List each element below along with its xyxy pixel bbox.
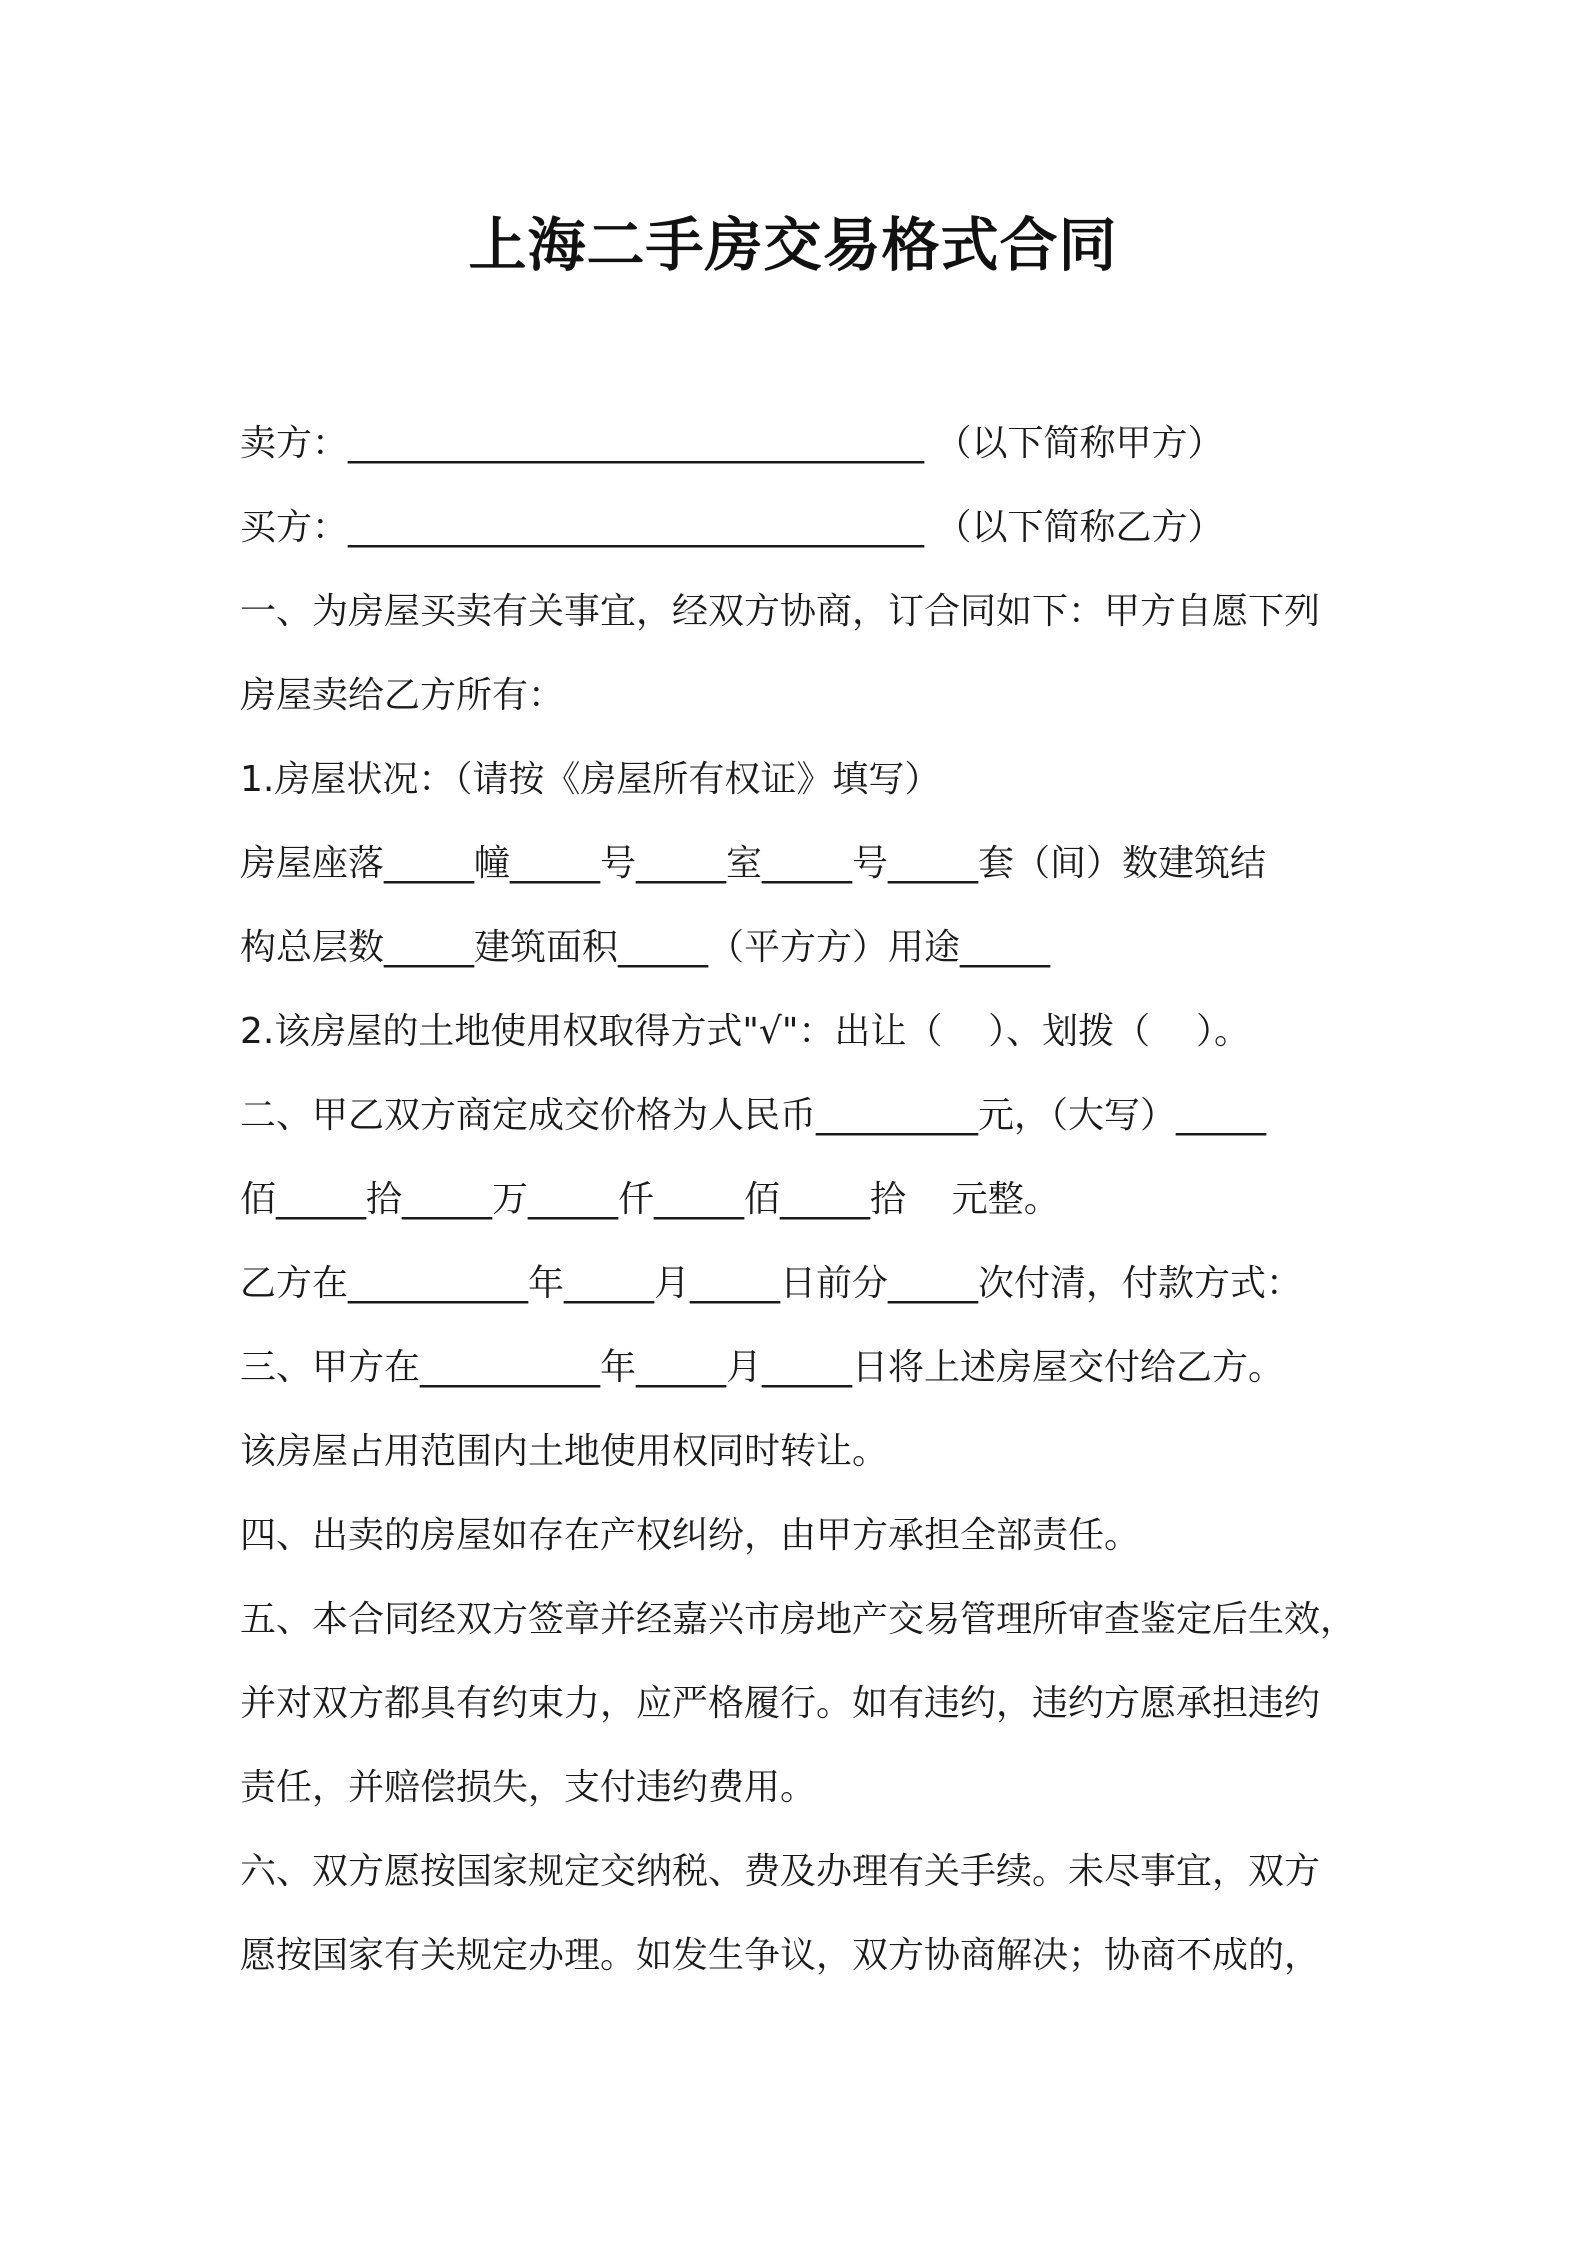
house-structure-line: 构总层数_____建筑面积_____（平方方）用途_____ (240, 927, 1051, 968)
house-location-line: 房屋座落_____幢_____号_____室_____号_____套（间）数建筑结 (240, 843, 1267, 884)
clause-3-line-1: 三、甲方在__________年_____月_____日将上述房屋交付给乙方。 (240, 1347, 1285, 1388)
clause-5-line-1: 五、本合同经双方签章并经嘉兴市房地产交易管理所审查鉴定后生效， (240, 1599, 1357, 1640)
clause-1-line-2: 房屋卖给乙方所有： (240, 675, 565, 716)
seller-line: 卖方：________________________________ （以下简称甲方） (240, 423, 1224, 464)
clause-6-line-1: 六、双方愿按国家规定交纳税、费及办理有关手续。未尽事宜，双方 (240, 1851, 1321, 1892)
clause-4-line: 四、出卖的房屋如存在产权纠纷，由甲方承担全部责任。 (240, 1515, 1141, 1556)
clause-5-line-3: 责任，并赔偿损失，支付违约费用。 (240, 1767, 817, 1808)
house-status-heading: 1.房屋状况：（请按《房屋所有权证》填写） (240, 759, 941, 800)
document-body (240, 402, 1390, 1998)
buyer-line: 买方：________________________________ （以下简称乙方） (240, 507, 1224, 548)
land-use-right-line: 2.该房屋的土地使用权取得方式"√"：出让（ ）、划拨（ ）。 (240, 1011, 1250, 1052)
clause-2-price-line: 二、甲乙双方商定成交价格为人民币_________元，（大写）_____ (240, 1095, 1267, 1136)
document-title: 上海二手房交易格式合同 (468, 211, 1118, 279)
clause-1-line-1: 一、为房屋买卖有关事宜，经双方协商，订合同如下：甲方自愿下列 (240, 591, 1321, 632)
clause-5-line-2: 并对双方都具有约束力，应严格履行。如有违约，违约方愿承担违约 (240, 1683, 1321, 1724)
clause-6-line-2: 愿按国家有关规定办理。如发生争议，双方协商解决；协商不成的， (240, 1935, 1321, 1976)
clause-3-line-2: 该房屋占用范围内土地使用权同时转让。 (240, 1431, 889, 1472)
payment-line: 乙方在__________年_____月_____日前分_____次付清，付款方式： (240, 1263, 1303, 1304)
clause-2-amount-line: 佰_____拾_____万_____仟_____佰_____拾 元整。 (240, 1179, 1060, 1220)
